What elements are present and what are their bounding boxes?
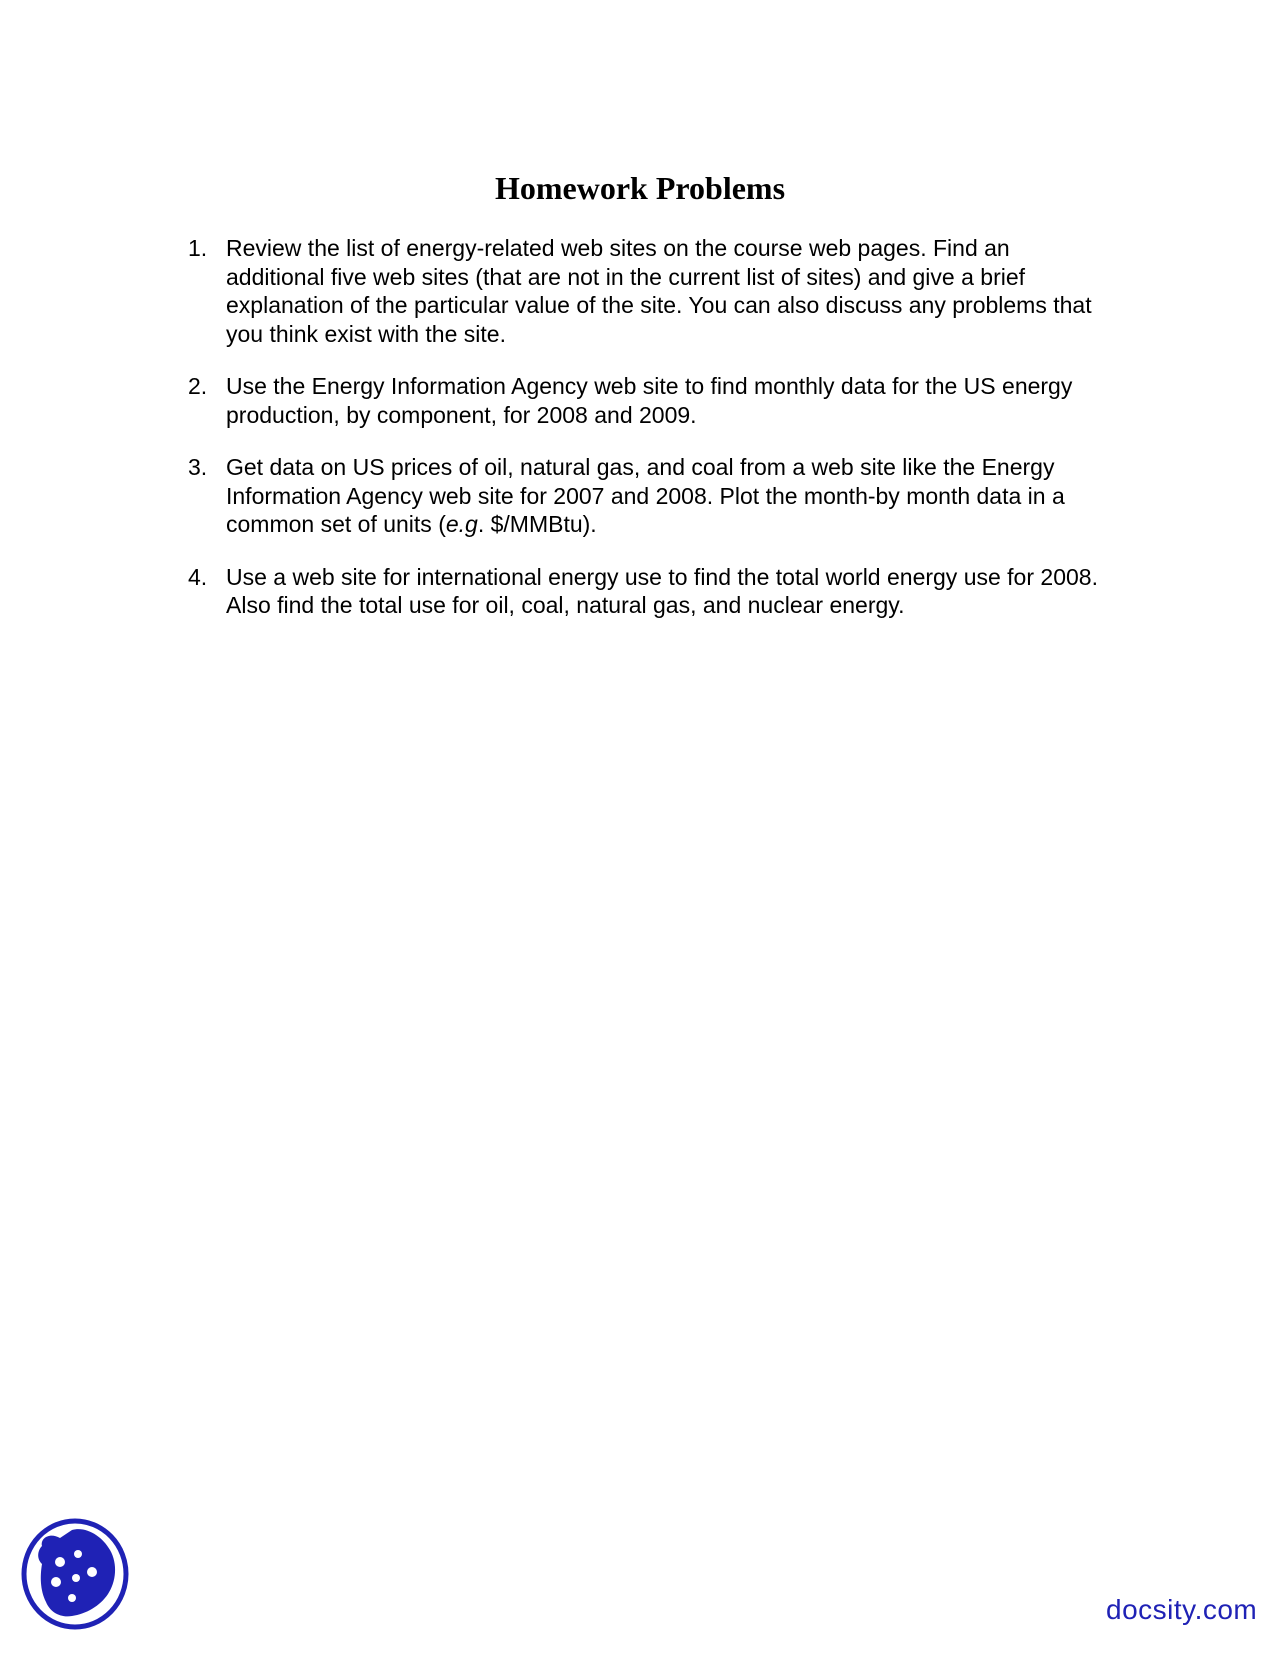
problem-text: Use a web site for international energy use to find the total world energy use for 2008. Also find the total use for oil, coal, natural gas, and nuclear energy. xyxy=(226,563,1098,618)
problem-number: 4. xyxy=(188,563,208,590)
problem-text-italic: e.g xyxy=(445,511,478,537)
problem-text: Use the Energy Information Agency web site to find monthly data for the US energy production, by component, for 2008 and 2009. xyxy=(226,373,1073,428)
problem-item-3 xyxy=(186,453,1106,539)
problem-text: Review the list of energy-related web sites on the course web pages. Find an additional five web sites (that are not in the current list of sites) and give a brief explanation of the particular value of the site. You can also discuss any problems that you think exist with the site. xyxy=(226,235,1092,347)
problem-number: 3. xyxy=(188,454,208,480)
docsity-brand-link[interactable]: docsity.com xyxy=(1106,1594,1258,1625)
problem-item-1 xyxy=(186,234,1106,348)
problem-number: 1. xyxy=(188,235,208,261)
problem-text-end: . $/MMBtu). xyxy=(477,511,597,537)
problem-number: 2. xyxy=(188,373,208,399)
problem-item-4 xyxy=(186,563,1106,620)
problem-list xyxy=(186,234,1106,644)
problem-text xyxy=(226,453,1106,539)
docsity-logo-icon[interactable] xyxy=(20,1516,132,1632)
document-title: Homework Problems xyxy=(494,170,786,206)
problem-item-2 xyxy=(186,372,1106,429)
problem-text-start: Get data on US prices of oil, natural gas, and coal from a web site like the Energy Information Agency web site for 2007 and 2008. Plot the month-by month data in a common set of units ( xyxy=(226,454,1065,537)
